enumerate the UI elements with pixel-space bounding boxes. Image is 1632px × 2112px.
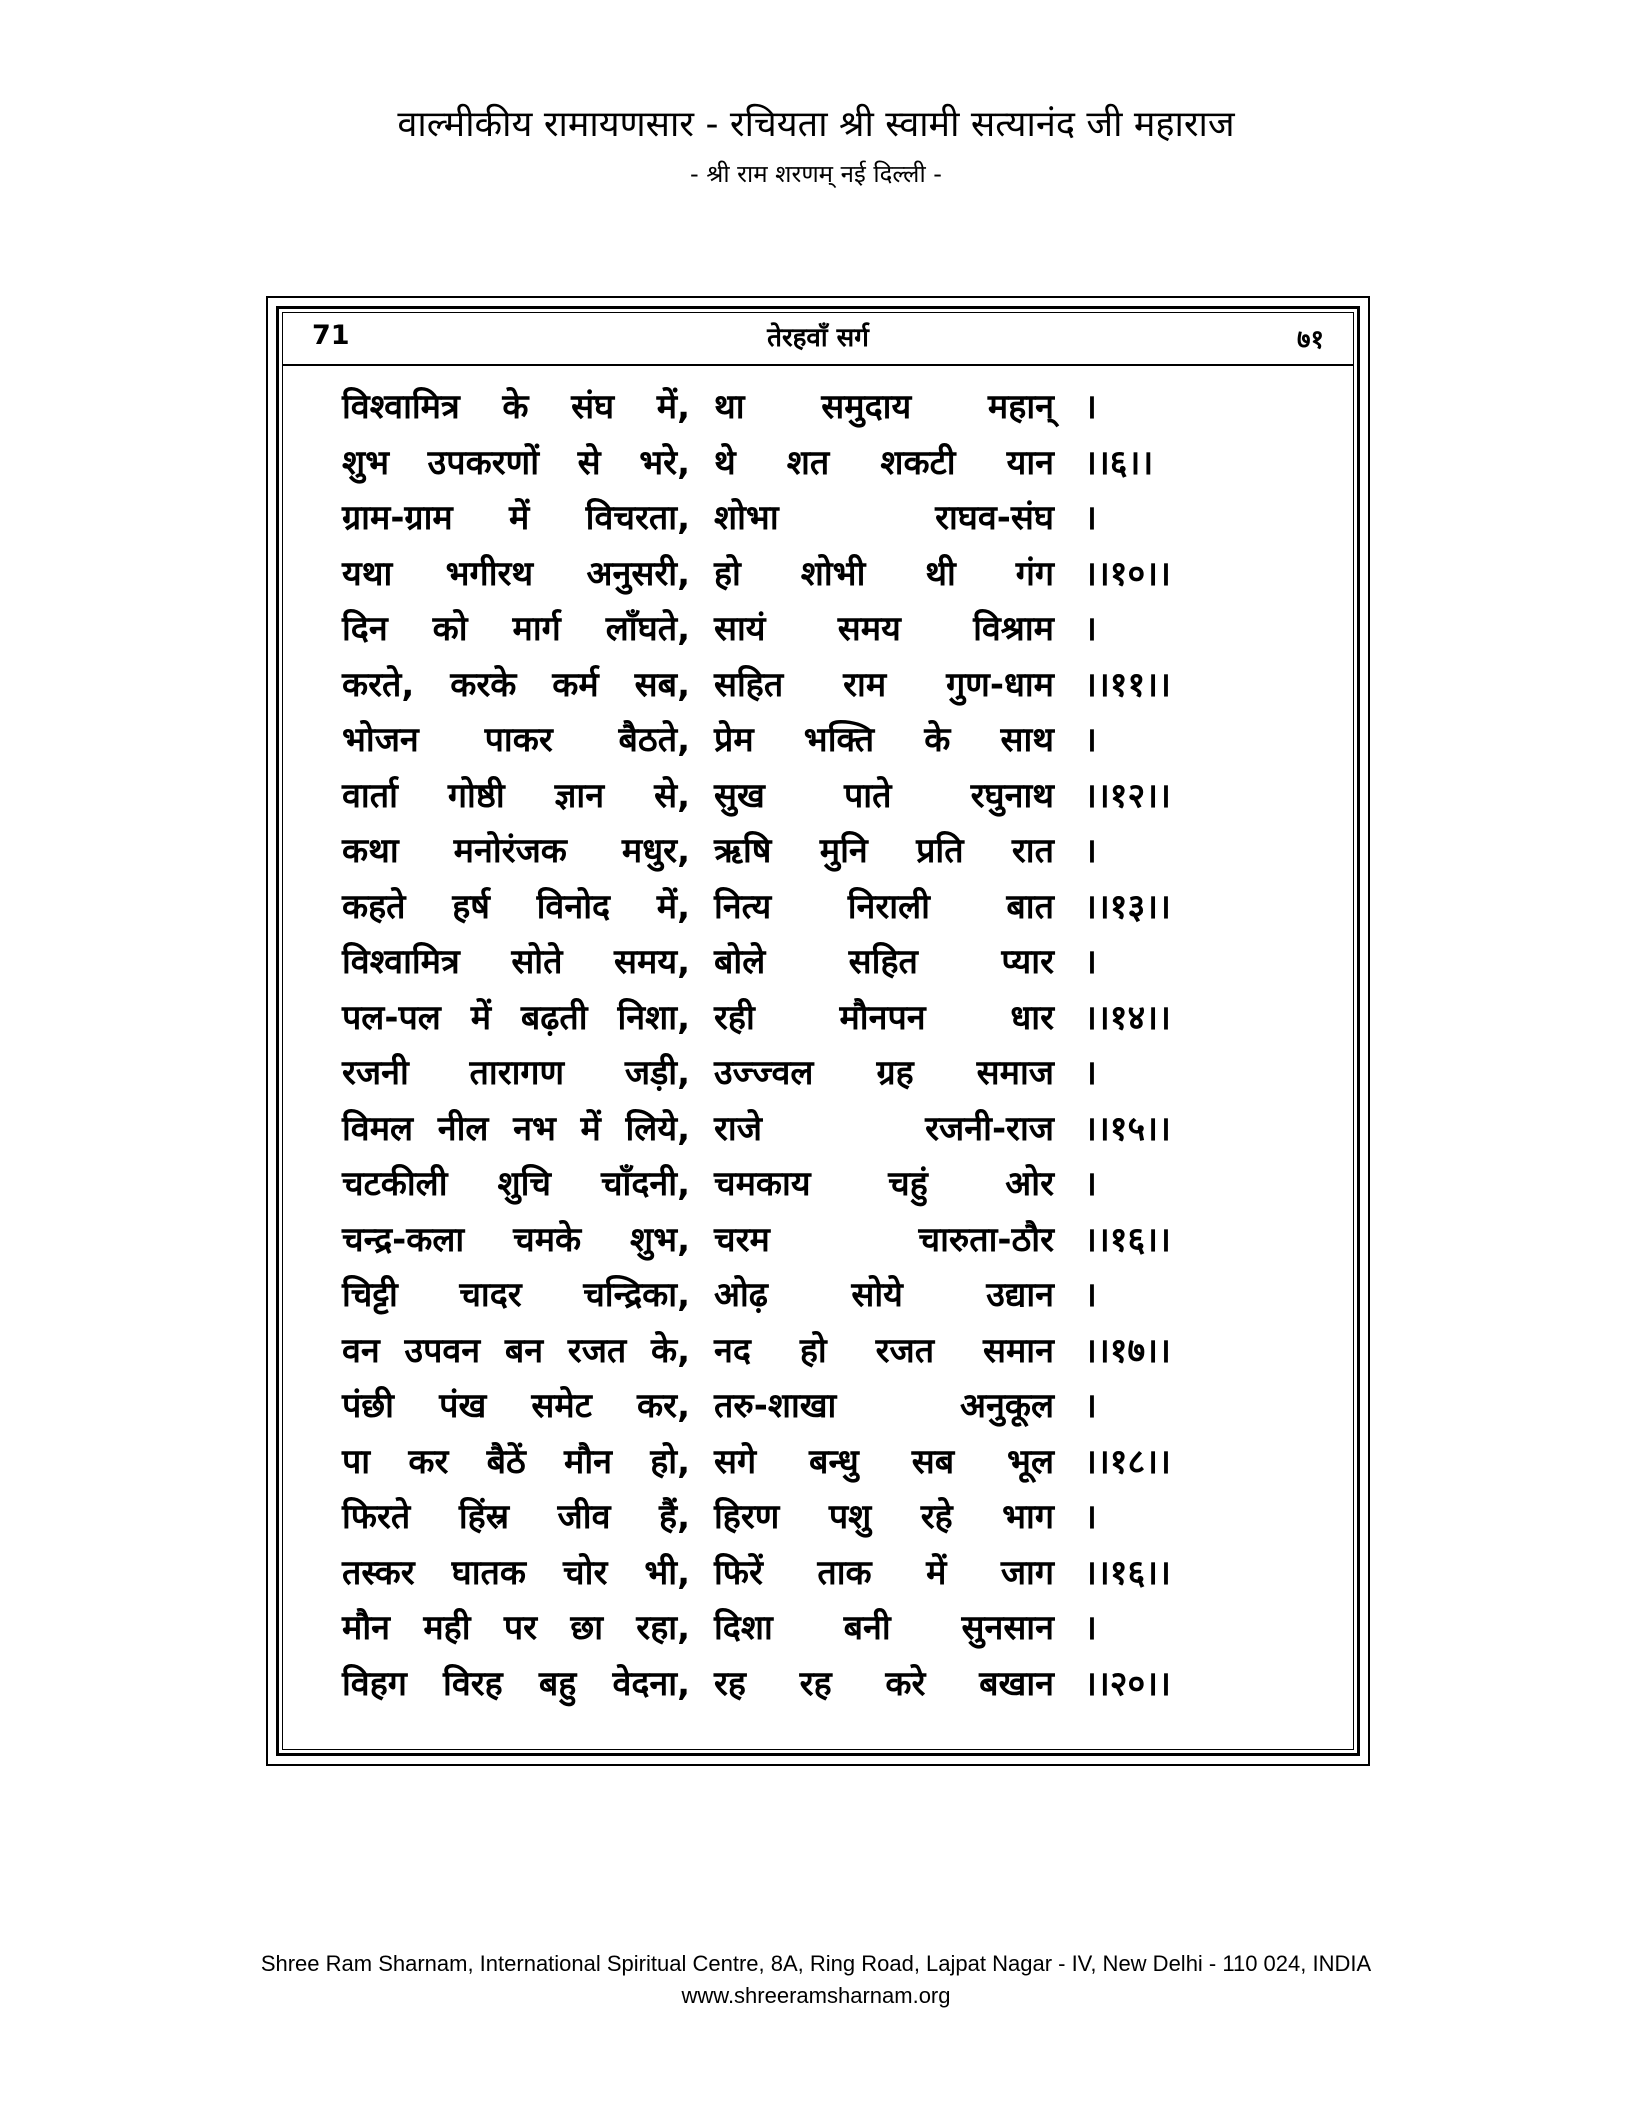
page-content	[282, 312, 1354, 1750]
verse-line	[342, 767, 1292, 823]
verse-first-half: वार्ता गोष्ठी ज्ञान से,	[342, 775, 690, 816]
verse-second-half: ऋषि मुनि प्रति रात	[714, 831, 1054, 871]
verse-second-half: प्रेम भक्ति के साथ	[714, 720, 1054, 760]
verse-marker: ।।१२।।	[1084, 775, 1171, 816]
page-head	[282, 312, 1354, 366]
verse-line	[342, 1433, 1292, 1489]
verse-marker: ।	[1084, 1053, 1097, 1093]
verse-marker: ।।१५।।	[1084, 1108, 1171, 1149]
verse-first-half: विश्वामित्र सोते समय,	[342, 942, 690, 982]
verse-line	[342, 822, 1292, 878]
verse-line	[342, 1266, 1292, 1322]
verse-line	[342, 600, 1292, 656]
verse-second-half: फिरें ताक में जाग	[714, 1552, 1054, 1593]
verse-line	[342, 656, 1292, 712]
verse-first-half: कथा मनोरंजक मधुर,	[342, 831, 690, 871]
verse-marker: ।।१८।।	[1084, 1441, 1171, 1482]
verse-first-half: चिट्टी चादर चन्द्रिका,	[342, 1275, 690, 1315]
verse-first-half: ग्राम-ग्राम में विचरता,	[342, 498, 690, 538]
page-number-right: ७१	[1296, 325, 1324, 355]
verse-second-half: थे शत शकटी यान	[714, 442, 1054, 483]
verse-line	[342, 1488, 1292, 1544]
verse-line	[342, 489, 1292, 545]
verse-marker: ।।१७।।	[1084, 1330, 1171, 1371]
verse-marker: ।	[1084, 1164, 1097, 1204]
verse-second-half: चमकाय चहुं ओर	[714, 1164, 1054, 1204]
verse-marker: ।।१४।।	[1084, 997, 1171, 1038]
verse-line	[342, 1155, 1292, 1211]
verse-line	[342, 1544, 1292, 1600]
verse-line	[342, 933, 1292, 989]
verse-second-half: था समुदाय महान्	[714, 387, 1054, 427]
page-number-left: 71	[312, 320, 350, 351]
footer-address: Shree Ram Sharnam, International Spiritual Centre, 8A, Ring Road, Lajpat Nagar - IV, New Delhi - 110 024, INDIA	[260, 1951, 1372, 1976]
verse-first-half: विमल नील नभ में लिये,	[342, 1108, 690, 1149]
verse-marker: ।।१०।।	[1084, 553, 1171, 594]
page-frame	[266, 296, 1370, 1766]
verse-line	[342, 1377, 1292, 1433]
verse-line	[342, 1322, 1292, 1378]
verse-first-half: चन्द्र-कला चमके शुभ,	[342, 1219, 690, 1260]
verse-marker: ।	[1084, 1386, 1097, 1426]
verse-second-half: सगे बन्धु सब भूल	[714, 1441, 1054, 1482]
verse-marker: ।	[1084, 1497, 1097, 1537]
verse-first-half: करते, करके कर्म सब,	[342, 664, 690, 705]
verse-first-half: दिन को मार्ग लाँघते,	[342, 609, 690, 649]
page-header	[0, 100, 1632, 194]
verse-second-half: चरम चारुता-ठौर	[714, 1219, 1054, 1260]
verse-first-half: पा कर बैठें मौन हो,	[342, 1441, 690, 1482]
verse-line	[342, 989, 1292, 1045]
verse-first-half: चटकीली शुचि चाँदनी,	[342, 1164, 690, 1204]
verse-marker: ।	[1084, 942, 1097, 982]
document-subtitle: - श्री राम शरणम् नई दिल्ली -	[690, 160, 942, 188]
verse-first-half: भोजन पाकर बैठते,	[342, 720, 690, 760]
verse-marker: ।	[1084, 498, 1097, 538]
verse-second-half: ओढ़ सोये उद्यान	[714, 1275, 1054, 1315]
verse-marker: ।	[1084, 609, 1097, 649]
document-title: वाल्मीकीय रामायणसार - रचियता श्री स्वामी सत्यानंद जी महाराज	[397, 104, 1235, 145]
verse-second-half: उज्ज्वल ग्रह समाज	[714, 1053, 1054, 1093]
verse-line	[342, 1211, 1292, 1267]
verse-first-half: यथा भगीरथ अनुसरी,	[342, 553, 690, 594]
verse-line	[342, 711, 1292, 767]
verse-second-half: नद हो रजत समान	[714, 1330, 1054, 1371]
verse-line	[342, 545, 1292, 601]
verse-first-half: मौन मही पर छा रहा,	[342, 1608, 690, 1648]
verse-list	[342, 378, 1292, 1710]
verse-marker: ।	[1084, 720, 1097, 760]
page-footer	[0, 1948, 1632, 2012]
verse-first-half: वन उपवन बन रजत के,	[342, 1330, 690, 1371]
verse-marker: ।।१३।।	[1084, 886, 1171, 927]
verse-first-half: फिरते हिंस्र जीव हैं,	[342, 1497, 690, 1537]
verse-second-half: राजे रजनी-राज	[714, 1108, 1054, 1149]
verse-first-half: विहग विरह बहु वेदना,	[342, 1663, 690, 1704]
verse-line	[342, 1044, 1292, 1100]
verse-first-half: रजनी तारागण जड़ी,	[342, 1053, 690, 1093]
verse-second-half: रही मौनपन धार	[714, 997, 1054, 1038]
verse-marker: ।	[1084, 1608, 1097, 1648]
verse-second-half: बोले सहित प्यार	[714, 942, 1054, 982]
verse-first-half: विश्वामित्र के संघ में,	[342, 387, 690, 427]
verse-line	[342, 1599, 1292, 1655]
verse-second-half: नित्य निराली बात	[714, 886, 1054, 927]
verse-first-half: कहते हर्ष विनोद में,	[342, 886, 690, 927]
verse-second-half: शोभा राघव-संघ	[714, 498, 1054, 538]
verse-second-half: हिरण पशु रहे भाग	[714, 1497, 1054, 1537]
chapter-title: तेरहवाँ सर्ग	[767, 323, 869, 353]
verse-first-half: तस्कर घातक चोर भी,	[342, 1552, 690, 1593]
verse-line	[342, 434, 1292, 490]
verse-second-half: तरु-शाखा अनुकूल	[714, 1386, 1054, 1426]
verse-first-half: शुभ उपकरणों से भरे,	[342, 442, 690, 483]
verse-second-half: सायं समय विश्राम	[714, 609, 1054, 649]
verse-second-half: सुख पाते रघुनाथ	[714, 775, 1054, 816]
verse-second-half: रह रह करे बखान	[714, 1663, 1054, 1704]
verse-second-half: सहित राम गुण-धाम	[714, 664, 1054, 705]
verse-marker: ।।१६।।	[1084, 1552, 1171, 1593]
verse-marker: ।।२०।।	[1084, 1663, 1171, 1704]
verse-line	[342, 878, 1292, 934]
verse-second-half: हो शोभी थी गंग	[714, 553, 1054, 594]
verse-marker: ।	[1084, 387, 1097, 427]
verse-marker: ।।११।।	[1084, 664, 1171, 705]
verse-second-half: दिशा बनी सुनसान	[714, 1608, 1054, 1648]
verse-line	[342, 1100, 1292, 1156]
verse-marker: ।	[1084, 1275, 1097, 1315]
verse-line	[342, 1655, 1292, 1711]
verse-marker: ।।१६।।	[1084, 1219, 1171, 1260]
verse-marker: ।।६।।	[1084, 442, 1154, 483]
verse-first-half: पंछी पंख समेट कर,	[342, 1386, 690, 1426]
verse-marker: ।	[1084, 831, 1097, 871]
verse-first-half: पल-पल में बढ़ती निशा,	[342, 997, 690, 1038]
footer-website: www.shreeramsharnam.org	[681, 1983, 951, 2008]
verse-line	[342, 378, 1292, 434]
